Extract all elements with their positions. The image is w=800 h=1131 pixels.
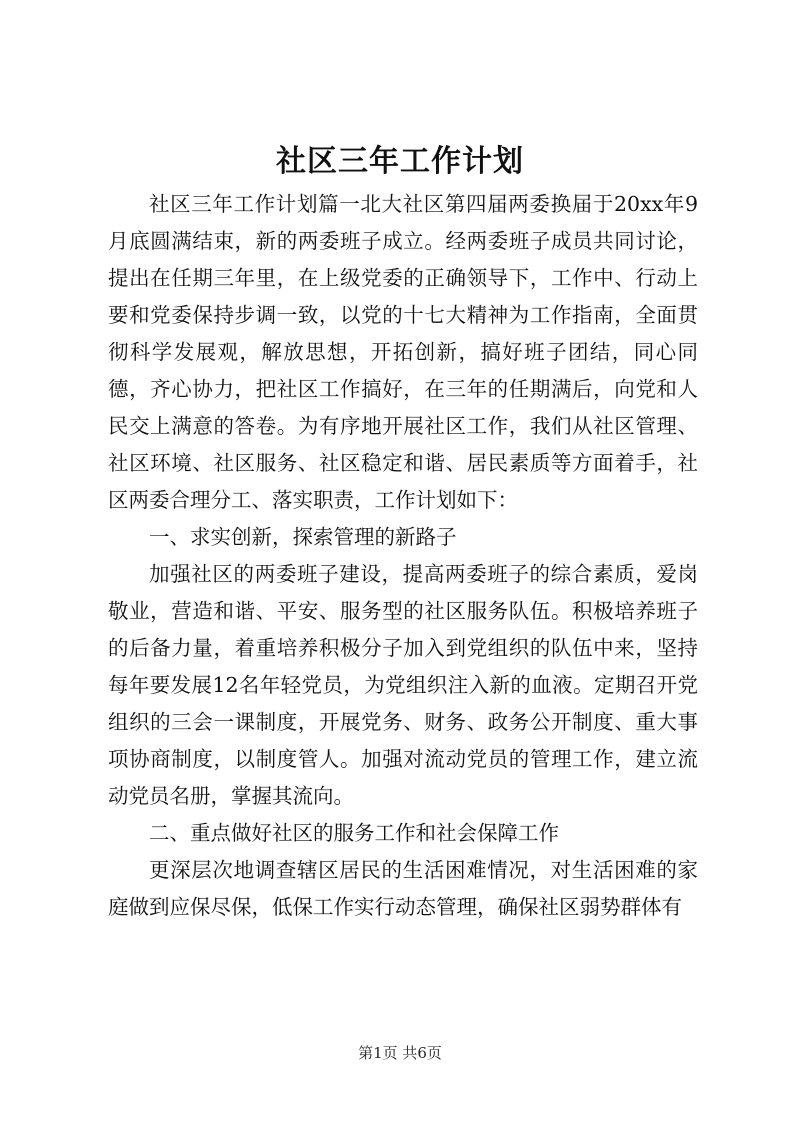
section-heading-2: 二、重点做好社区的服务工作和社会保障工作 [149,821,559,845]
document-title: 社区三年工作计划 [276,144,524,179]
section-heading-1: 一、求实创新，探索管理的新路子 [149,525,457,549]
paragraph-intro: 社区三年工作计划篇一北大社区第四届两委换届于20xx年9月底圆满结束，新的两委班子成立。经两委班子成员共同讨论，提出在任期三年里，在上级党委的正确领导下，工作中、行动上要和党委保持步调一致，以党的十七大精神为工作指南，全面贯彻科学发展观，解放思想，开拓创新，搞好班子团结，同心同德，齐心协力，把社区工作搞好，在三年的任期满后，向党和人民交上满意的答卷。为有序地开展社区工作，我们从社区管理、社区环境、社区服务、社区稳定和谐、居民素质等方面着手，社区两委合理分工、落实职责，工作计划如下： [108,192,698,512]
document-body [108,186,698,926]
page-footer: 第1页 共6页 [358,1044,442,1062]
paragraph-section-1: 加强社区的两委班子建设，提高两委班子的综合素质，爱岗敬业，营造和谐、平安、服务型的社区服务队伍。积极培养班子的后备力量，着重培养积极分子加入到党组织的队伍中来，坚持每年要发展12名年轻党员，为党组织注入新的血液。定期召开党组织的三会一课制度，开展党务、财务、政务公开制度、重大事项协商制度，以制度管人。加强对流动党员的管理工作，建立流动党员名册，掌握其流向。 [108,562,698,808]
paragraph-section-2: 更深层次地调查辖区居民的生活困难情况，对生活困难的家庭做到应保尽保，低保工作实行动态管理，确保社区弱势群体有 [108,858,698,919]
